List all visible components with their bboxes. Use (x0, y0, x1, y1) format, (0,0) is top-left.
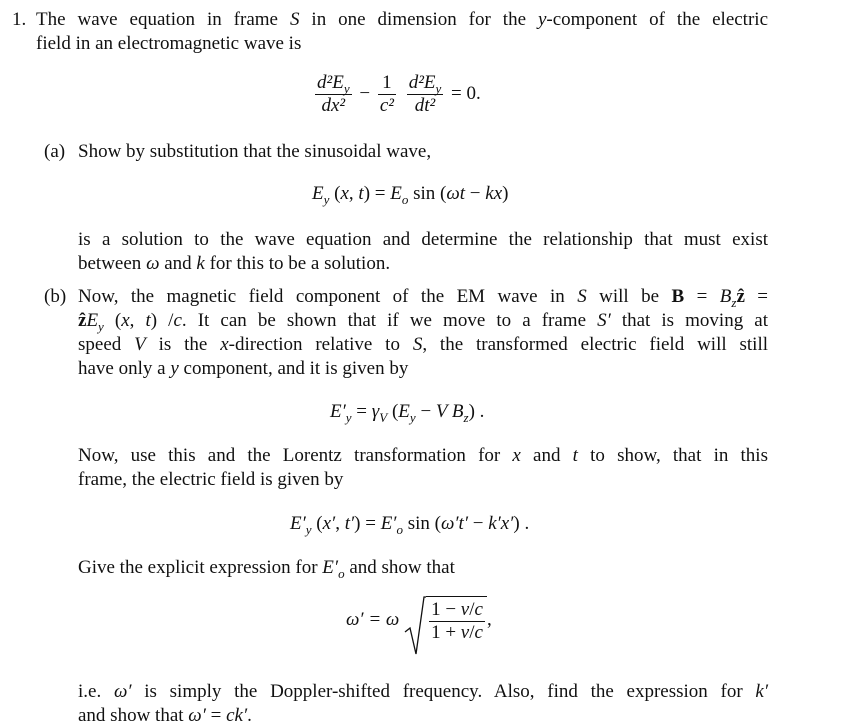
part-a-line1: Show by substitution that the sinusoidal wave, (78, 141, 432, 162)
part-b-line1: Now, the magnetic field component of the EM wave in S will be $B = B_zẑ$ = (78, 286, 769, 310)
wave-eq-minus: − (359, 82, 371, 104)
part-b-equation2: $E'_y$ (x′, $t') = E'_o$ sin (ω′t′ − k′x′) . (290, 513, 530, 537)
wave-equation (312, 72, 481, 117)
part-b-line5: Now, use this and the Lorentz transformation for x and t to show, that in this (78, 445, 768, 466)
part-b-line7: Give the explicit expression for $E'_o$ and show that (78, 557, 455, 581)
problem-intro-line1: The wave equation in frame S in one dimension for the y-component of the electric (36, 9, 768, 30)
part-a-line2: is a solution to the wave equation and determine the relationship that must exist (78, 229, 768, 250)
part-b-equation1: $E'_y = \gamma_V$ ($E_y - V$ $B_z$) . (330, 401, 485, 425)
part-b-line4: have only a y component, and it is given by (78, 358, 409, 379)
problem-number: 1. (12, 9, 27, 30)
wave-eq-coef-fraction: $\frac{1}{\text{c²}}$ (379, 72, 394, 116)
part-a-equation: $E_y$ (x, $t) = E_o$ sin (ωt − kx) (312, 183, 509, 207)
problem-intro-line2: field in an electromagnetic wave is (36, 33, 302, 54)
part-b-line3: speed V is the x-direction relative to S, the transformed electric field will still (78, 334, 768, 355)
sqrt-radical: $\frac{1 - v/c}{1 + v/c}$ (404, 596, 487, 644)
wave-eq-equals: = 0. (451, 82, 481, 104)
part-b-line2: ẑE$_y$ (x, t) /c. It can be shown that if we move to a frame S′ that is moving at (78, 310, 768, 334)
wave-eq-lhs-fraction: $\frac{d^2E_y}{\text{dx²}}$ (317, 72, 350, 116)
part-a-line3: between ω and k for this to be a solution. (78, 253, 391, 274)
part-b-equation3: ω′ = ω $\frac{1 - v/c}{1 + v/c}$ , (346, 596, 492, 644)
part-b-line6: frame, the electric field is given by (78, 469, 344, 490)
part-b-label: (b) (44, 286, 67, 307)
part-b-line9: and show that ω′ = ck′. (78, 705, 252, 726)
wave-eq-rhs-fraction: $\frac{d^2E_y}{\text{dt²}}$ (408, 72, 442, 116)
radical-sign-icon (404, 596, 426, 656)
part-b-line8: i.e. ω′ is simply the Doppler-shifted frequency. Also, find the expression for k′ (78, 681, 768, 702)
part-a-label: (a) (44, 141, 66, 162)
